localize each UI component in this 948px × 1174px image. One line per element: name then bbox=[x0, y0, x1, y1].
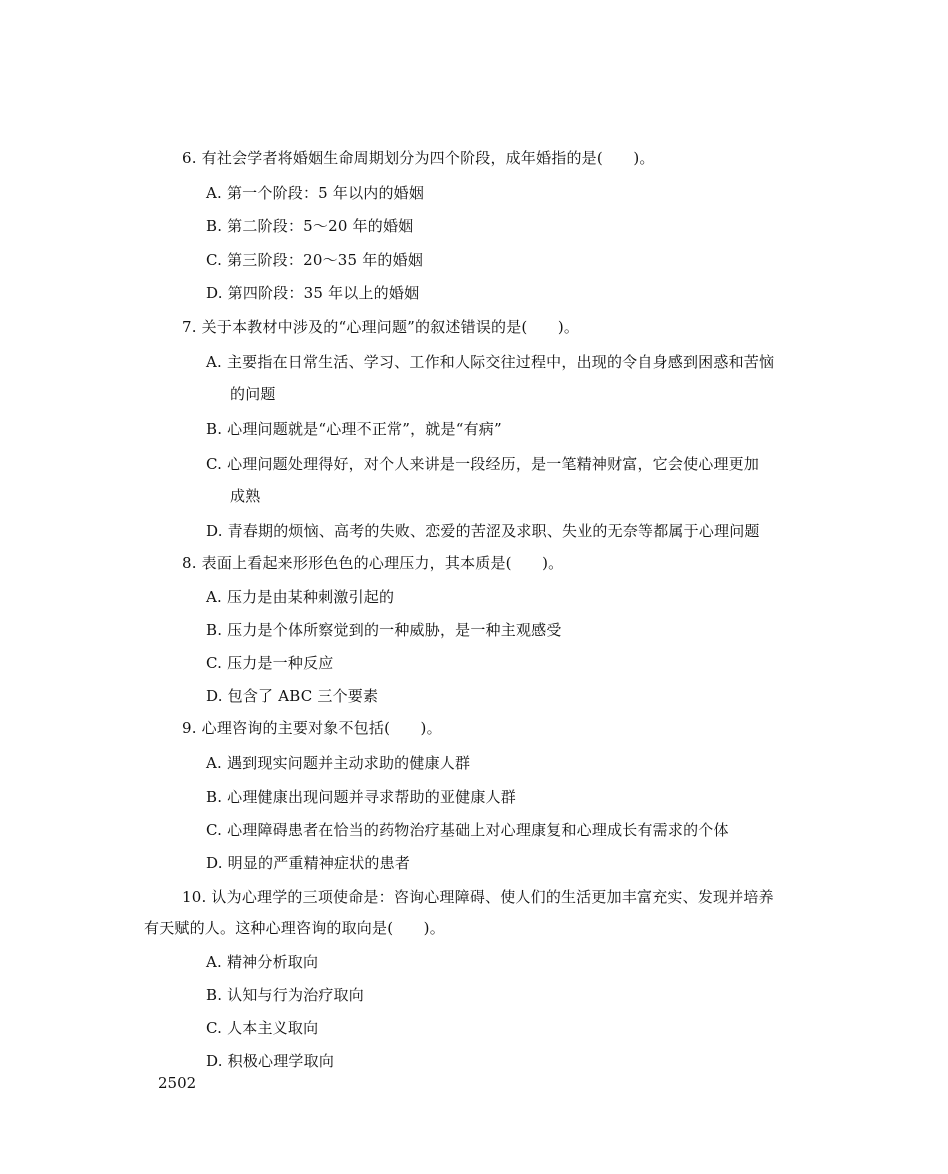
question-6-option-a: A. 第一个阶段：5 年以内的婚姻 bbox=[206, 184, 425, 202]
question-6-option-d: D. 第四阶段：35 年以上的婚姻 bbox=[206, 284, 420, 302]
question-9-option-c: C. 心理障碍患者在恰当的药物治疗基础上对心理康复和心理成长有需求的个体 bbox=[206, 821, 729, 839]
question-6-stem: 6. 有社会学者将婚姻生命周期划分为四个阶段，成年婚指的是( )。 bbox=[182, 149, 655, 167]
question-8-option-b: B. 压力是个体所察觉到的一种威胁，是一种主观感受 bbox=[206, 621, 562, 639]
question-7-option-c: C. 心理问题处理得好，对个人来讲是一段经历，是一笔精神财富，它会使心理更加 bbox=[206, 455, 760, 473]
question-10-stem: 10. 认为心理学的三项使命是：咨询心理障碍、使人们的生活更加丰富充实、发现并培养 bbox=[182, 888, 774, 906]
question-8-option-a: A. 压力是由某种刺激引起的 bbox=[206, 588, 395, 606]
question-8-option-d: D. 包含了 ABC 三个要素 bbox=[206, 687, 379, 705]
question-7-option-a-cont: 的问题 bbox=[230, 385, 276, 403]
question-10-option-b: B. 认知与行为治疗取向 bbox=[206, 986, 364, 1004]
question-10-option-a: A. 精神分析取向 bbox=[206, 953, 319, 971]
question-7-option-c-cont: 成熟 bbox=[230, 487, 261, 505]
question-10-stem-cont: 有天赋的人。这种心理咨询的取向是( )。 bbox=[144, 919, 445, 937]
question-7-option-a: A. 主要指在日常生活、学习、工作和人际交往过程中，出现的令自身感到困惑和苦恼 bbox=[206, 353, 775, 371]
question-10-option-d: D. 积极心理学取向 bbox=[206, 1052, 335, 1070]
question-9-option-a: A. 遇到现实问题并主动求助的健康人群 bbox=[206, 754, 471, 772]
question-6-option-b: B. 第二阶段：5～20 年的婚姻 bbox=[206, 217, 414, 235]
question-9-option-b: B. 心理健康出现问题并寻求帮助的亚健康人群 bbox=[206, 788, 516, 806]
question-9-stem: 9. 心理咨询的主要对象不包括( )。 bbox=[182, 719, 442, 737]
question-8-stem: 8. 表面上看起来形形色色的心理压力，其本质是( )。 bbox=[182, 554, 564, 572]
question-7-option-b: B. 心理问题就是“心理不正常”，就是“有病” bbox=[206, 420, 502, 438]
question-8-option-c: C. 压力是一种反应 bbox=[206, 654, 334, 672]
question-6-option-c: C. 第三阶段：20～35 年的婚姻 bbox=[206, 251, 424, 269]
question-7-option-d: D. 青春期的烦恼、高考的失败、恋爱的苦涩及求职、失业的无奈等都属于心理问题 bbox=[206, 522, 760, 540]
page-number: 2502 bbox=[158, 1074, 197, 1092]
question-10-option-c: C. 人本主义取向 bbox=[206, 1019, 319, 1037]
question-9-option-d: D. 明显的严重精神症状的患者 bbox=[206, 854, 411, 872]
question-7-stem: 7. 关于本教材中涉及的“心理问题”的叙述错误的是( )。 bbox=[182, 318, 580, 336]
